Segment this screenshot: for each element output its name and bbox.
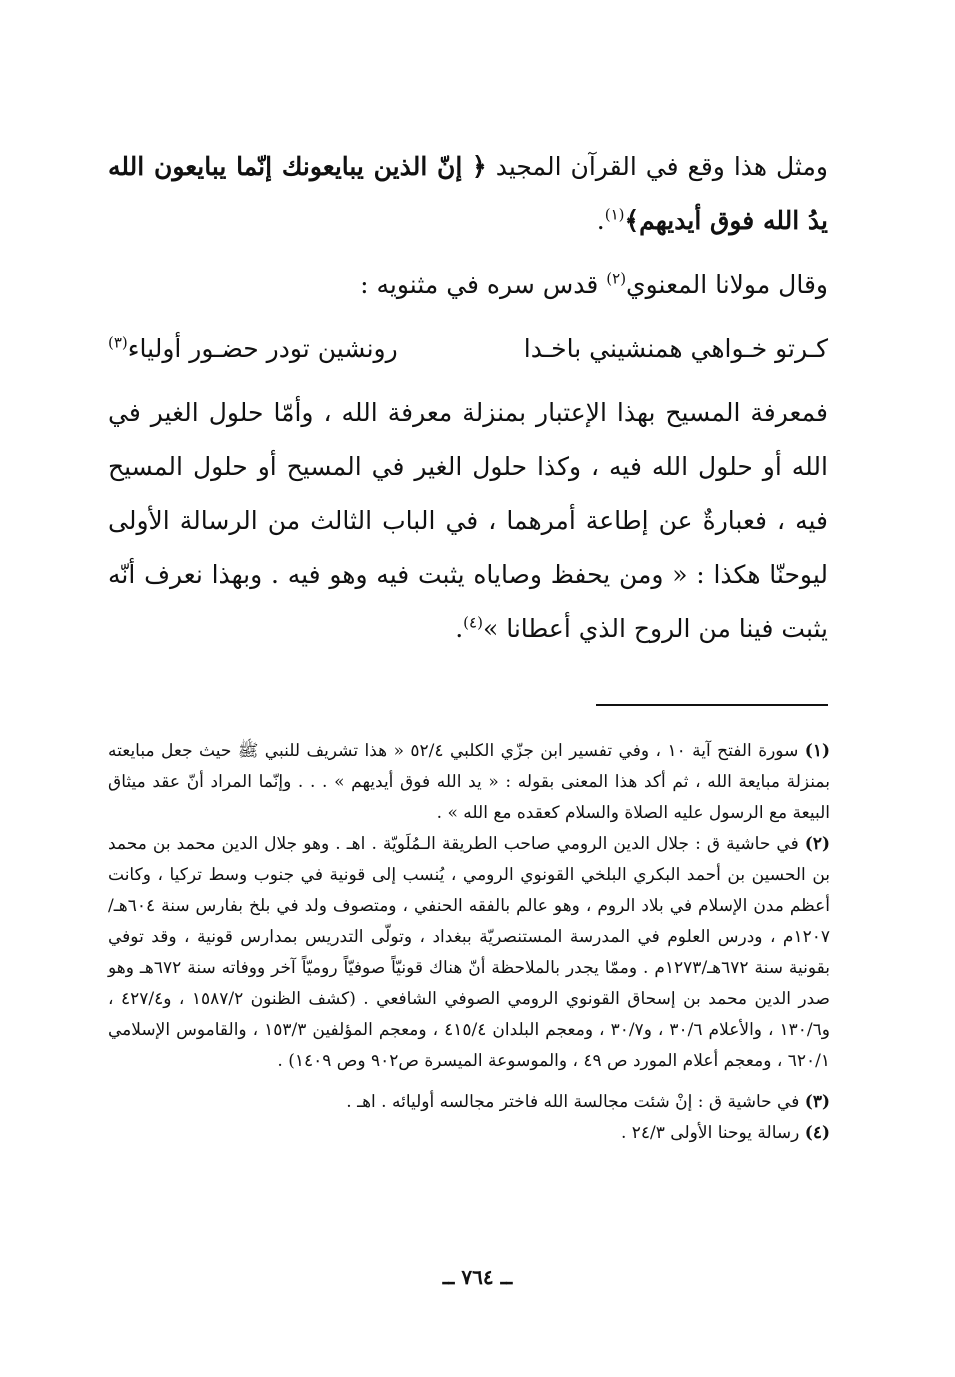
footnote-2-text: في حاشية ق : جلال الدين الرومي صاحب الطريقة الـمُلَويّة . اهـ . وهو جلال الدين محمد بن محمد بن الحسين بن أحمد البكري البلخي القونوي الرومي ، يُنسب إلى قونية في جنوب وسط تركيا ، وكانت أعظم مدن الإسلام في بلاد الروم ، وهو عالم بالفقه الحنفي ، ومتصوف ولد في بلخ بفارس سنة ٦٠٤هـ/١٢٠٧م ، ودرس العلوم في المدرسة المستنصريّة ببغداد ، وتولّى التدريس بمدارس قونية ، وقد توفي بقونية سنة ٦٧٢هـ/١٢٧٣م . وممّا يجدر بالملاحظة أنّ هناك قونيّاً صوفيّاً روميّاً آخر ووفاته سنة ٦٧٢هـ وهو صدر الدين محمد بن إسحاق القونوي الرومي الصوفي الشافعي . (كشف الظنون ١٥٨٧/٢ ، و٤٢٧/٤ ، و١٣٠/٦ ، والأعلام ٣٠/٦ ، و٣٠/٧ ، ومعجم البلدان ٤١٥/٤ ، ومعجم المؤلفين ١٥٣/٣ ، والقاموس الإسلامي ٦٢٠/١ ، ومعجم أعلام المورد ص ٤٩ ، والموسوعة الميسرة ص٩٠٢ وص ١٤٠٩) . <box>108 834 831 1071</box>
footnote-separator <box>596 704 828 706</box>
quran-verse: ﴿ إنّ الذين يبايعونك إنّما يبايعون الله يدُ الله فوق أيديهم﴾ <box>108 152 828 235</box>
paragraph-2-text: وقال مولانا المعنوي <box>626 270 828 299</box>
footnote-1-text: سورة الفتح آية ١٠ ، وفي تفسير ابن جزّي الكلبي ٥٢/٤ « هذا تشريف للنبي ﷺ حيث جعل مبايعته بمنزلة مبايعة الله ، ثم أكد هذا المعنى بقوله : « يد الله فوق أيديهم » . . . وإنّما المراد أنّ عقد ميثاق البيعة مع الرسول عليه الصلاة والسلام كعقده مع الله » . <box>108 741 830 823</box>
footnote-4-text: رسالة يوحنا الأولى ٢٤/٣ . <box>620 1123 800 1143</box>
footnote-ref-2: (٢) <box>606 269 627 288</box>
footnote-1-number: (١) <box>804 741 831 761</box>
footnote-ref-3: (٣) <box>108 333 128 352</box>
paragraph-3-end: . <box>455 614 464 643</box>
footnote-2-number: (٢) <box>804 834 831 854</box>
footnote-4-number: (٤) <box>804 1123 830 1143</box>
footnotes <box>108 736 830 1149</box>
footnote-2 <box>108 829 830 1077</box>
footnote-3-number: (٣) <box>804 1092 830 1112</box>
paragraph-3 <box>108 386 828 656</box>
poem-hemistich-left: رونشين تودر حضـور أولياء <box>127 334 398 363</box>
footnote-3-text: في حاشية ق : إنْ شئت مجالسة الله فاختر مجالسه أوليائه . اهـ . <box>346 1092 800 1112</box>
poem-hemistich-right: كـرتو خـواهي همنشيني باخـدا <box>523 334 828 363</box>
paragraph-1 <box>108 140 828 248</box>
paragraph-1-text: ومثل هذا وقع في القرآن المجيد <box>495 152 828 181</box>
paragraph-3-text: فمعرفة المسيح بهذا الإعتبار بمنزلة معرفة الله ، وأمّا حلول الغير في الله أو حلول الله فيه ، وكذا حلول الغير في المسيح أو حلول المسيح فيه ، فعبارةٌ عن إطاعة أمرهما ، في الباب الثالث من الرسالة الأولى ليوحنّا هكذا : « ومن يحفظ وصاياه يثبت فيه وهو فيه . وبهذا نعرف أنّه يثبت فينا من الروح الذي أعطانا » <box>108 398 828 643</box>
footnote-1 <box>108 736 830 829</box>
footnote-3 <box>108 1087 830 1118</box>
footnote-4 <box>108 1118 830 1149</box>
paragraph-2 <box>108 258 828 312</box>
poem-hemistich-left-wrap <box>108 322 398 376</box>
paragraph-2-after: قدس سره في مثنويه : <box>360 270 599 299</box>
main-text <box>108 140 828 656</box>
footnote-ref-4: (٤) <box>463 613 483 632</box>
page-number: ــ ٧٦٤ ــ <box>442 1265 513 1289</box>
paragraph-1-end: . <box>596 206 605 235</box>
footnote-ref-1: (١) <box>604 205 625 224</box>
poem-verse <box>108 322 828 376</box>
